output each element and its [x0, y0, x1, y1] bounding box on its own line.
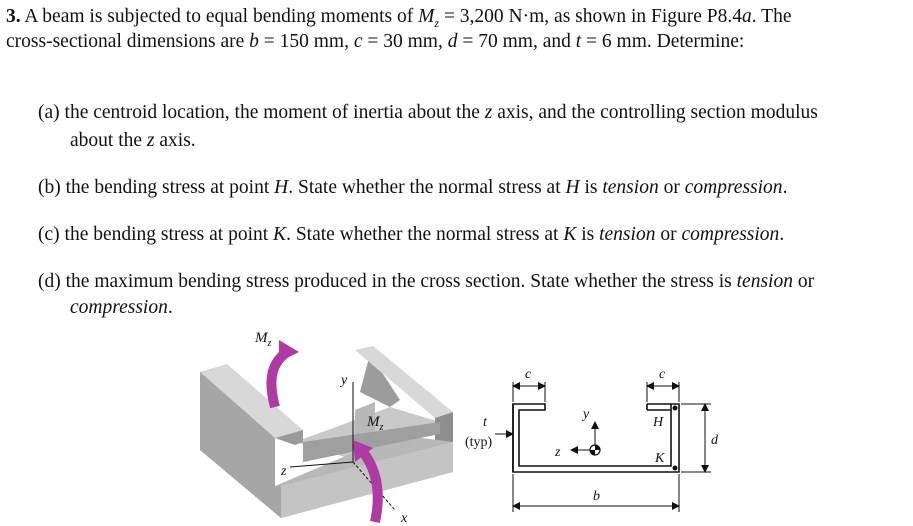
beam-3d-drawing: [200, 346, 453, 518]
label-d: d: [711, 433, 718, 448]
label-typ: (typ): [465, 435, 493, 450]
label-y-section: y: [583, 407, 590, 422]
label-c-right: c: [659, 367, 666, 382]
label-H: H: [653, 415, 664, 430]
label-c-left: c: [525, 367, 532, 382]
point-H: [673, 406, 678, 411]
part-b: (b) the bending stress at point H. State whether the normal stress at H is tension or compression.: [38, 177, 788, 198]
label-mz-mid: $M_z$: [367, 414, 384, 433]
part-a-line1: (a) the centroid location, the moment of inertia about the z axis, and the controlling section modulus: [38, 102, 818, 123]
part-c: (c) the bending stress at point K. State whether the normal stress at K is tension or compression.: [38, 224, 785, 245]
part-d-label: (d): [38, 271, 61, 292]
part-d-line1: (d) the maximum bending stress produced in the cross section. State whether the stress is tension or: [38, 271, 815, 292]
label-K: K: [655, 451, 665, 466]
part-c-label: (c): [38, 224, 60, 245]
label-t: t: [483, 415, 487, 430]
label-z-beam: z: [281, 464, 287, 479]
label-mz-top: $M_z$: [255, 330, 272, 349]
figure-p8-4a: [195, 322, 725, 526]
moment-arrow-top: [271, 340, 299, 407]
label-b: b: [593, 489, 600, 504]
point-K: [673, 466, 678, 471]
part-d-line2: compression.: [70, 297, 173, 318]
cross-section-drawing: [465, 367, 719, 512]
label-x-beam: x: [401, 511, 408, 526]
part-a-label: (a): [38, 102, 60, 123]
problem-number: 3.: [6, 6, 21, 27]
label-z-section: z: [555, 445, 561, 460]
part-a-line2: about the z axis.: [70, 130, 196, 151]
problem-stem-line1: 3. A beam is subjected to equal bending moments of $M_z = 3,200$ N·m, as shown in Figure P8.4a. The: [6, 6, 792, 30]
part-b-label: (b): [38, 177, 61, 198]
label-y-beam: y: [341, 373, 348, 388]
problem-stem-line2: cross-sectional dimensions are b = 150 mm, c = 30 mm, d = 70 mm, and t = 6 mm. Determine:: [6, 31, 745, 52]
